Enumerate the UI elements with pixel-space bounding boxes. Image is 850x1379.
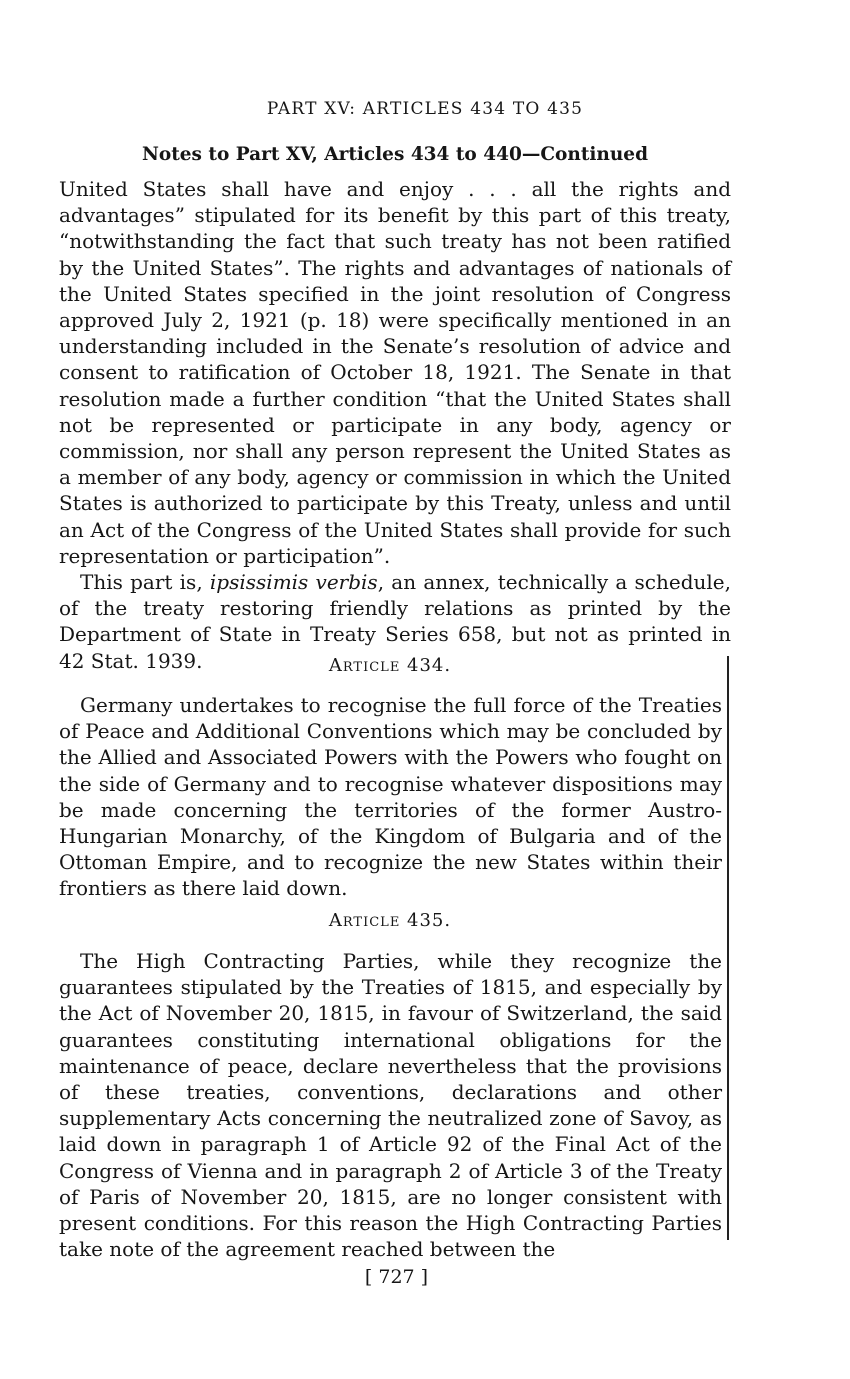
notes-paragraph-1: United States shall have and enjoy . . . all the rights and advantages” stipulated for its benefit by this part of this treaty, “notwithstanding the fact that such treaty has not been ratified by the United States”. The rights and advantages of nationals of the United States specified in the joint resolution of Congress approved July 2, 1921 (p. 18) were specifically mentioned in an understanding included in the Senate’s resolution of advice and consent to ratification of October 18, 1921. The Senate in that resolution made a further condition “that the United States shall not be represented or participate in any body, agency or commission, nor shall any person represent the United States as a member of any body, agency or commission in which the United States is authorized to participate by this Treaty, unless and until an Act of the Congress of the United States shall provide for such representation or participation”. xyxy=(59,177,731,568)
margin-change-bar xyxy=(727,656,729,1240)
running-head: PART XV: ARTICLES 434 TO 435 xyxy=(266,99,584,119)
notes-title: Notes to Part XV, Articles 434 to 440—Continued xyxy=(141,144,649,165)
article-434-text: Germany undertakes to recognise the full force of the Treaties of Peace and Additional Conventions which may be concluded by the Allied and Associated Powers with the Powers who fought on the side of Germany and to recognise whatever dispositions may be made concerning the territories of the former Austro-Hungarian Monarchy, of the Kingdom of Bulgaria and of the Ottoman Empire, and to recognize the new States within their frontiers as there laid down. xyxy=(59,693,722,901)
article-435-body xyxy=(59,948,722,1262)
article-434-heading: Article 434. xyxy=(328,655,452,676)
notes-body xyxy=(59,176,731,674)
article-435-heading: Article 435. xyxy=(328,910,452,931)
notes-paragraph-2-rest: , an annex, technically a schedule, of the treaty restoring friendly relations as printed by the Department of State in Treaty Series 658, but not as printed in 42 Stat. 1939. xyxy=(59,570,731,673)
notes-paragraph-2-lead: This part is, xyxy=(80,570,210,595)
latin-phrase: ipsissimis verbis xyxy=(209,570,378,595)
page-number: [ 727 ] xyxy=(364,1266,429,1288)
article-434-body xyxy=(59,692,722,902)
article-435-text: The High Contracting Parties, while they recognize the guarantees stipulated by the Treaties of 1815, and especially by the Act of November 20, 1815, in favour of Switzerland, the said guarantees constituting international obligations for the maintenance of peace, declare nevertheless that the provisions of these treaties, conventions, declarations and other supplementary Acts concerning the neutralized zone of Savoy, as laid down in paragraph 1 of Article 92 of the Final Act of the Congress of Vienna and in paragraph 2 of Article 3 of the Treaty of Paris of November 20, 1815, are no longer consistent with present conditions. For this reason the High Contracting Parties take note of the agreement reached between the xyxy=(59,949,722,1262)
